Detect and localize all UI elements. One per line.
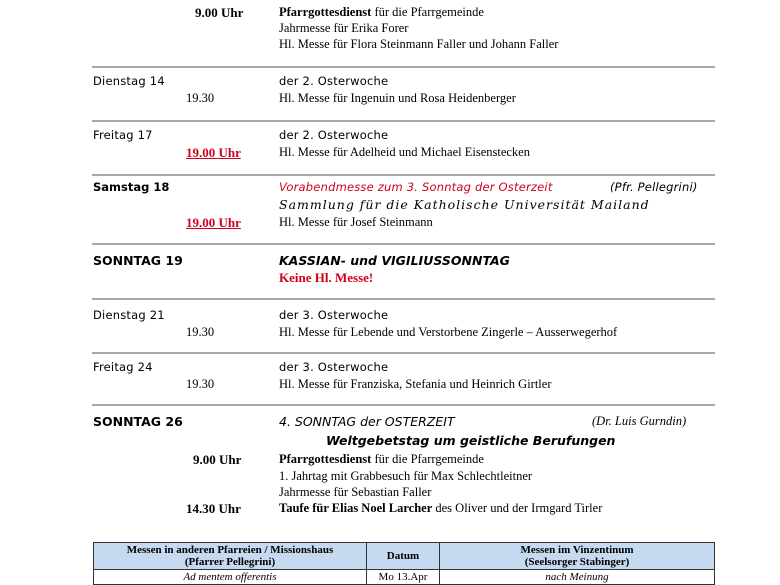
- service-time: 19.30: [186, 91, 215, 105]
- service-time: 19.30: [186, 377, 215, 391]
- divider: [92, 243, 715, 245]
- service-time: 9.00 Uhr: [195, 5, 244, 20]
- mass-line: Hl. Messe für Flora Steinmann Faller und Johann Faller: [279, 37, 559, 51]
- mass-line-rest: für die Pfarrgemeinde: [371, 5, 484, 19]
- event-note: Keine Hl. Messe!: [279, 270, 374, 285]
- service-time: 19.30: [186, 325, 215, 339]
- priest-name: (Dr. Luis Gurndin): [592, 414, 687, 428]
- day-label: Freitag 24: [93, 360, 153, 374]
- priest-name: (Pfr. Pellegrini): [610, 180, 698, 194]
- mass-line: Hl. Messe für Lebende und Verstorbene Zingerle – Ausserwegerhof: [279, 325, 618, 339]
- day-note: der 3. Osterwoche: [279, 360, 389, 374]
- mass-line: Hl. Messe für Josef Steinmann: [279, 215, 433, 229]
- mass-line-rest: für die Pfarrgemeinde: [371, 452, 484, 466]
- event-subtitle: Weltgebetstag um geistliche Berufungen: [326, 433, 616, 448]
- header-line: Messen im Vinzentinum: [520, 544, 634, 556]
- day-label: SONNTAG 26: [93, 414, 183, 429]
- mass-line-bold: Pfarrgottesdienst: [279, 5, 372, 19]
- day-label: Samstag 18: [93, 180, 170, 194]
- day-note: der 2. Osterwoche: [279, 128, 389, 142]
- header-line: (Seelsorger Stabinger): [524, 556, 630, 568]
- day-label: Dienstag 21: [93, 308, 165, 322]
- day-label: Freitag 17: [93, 128, 153, 142]
- header-cell: Datum: [367, 543, 440, 570]
- divider: [92, 174, 715, 176]
- divider: [92, 120, 715, 122]
- mass-table: [93, 542, 715, 585]
- table-cell: Ad mentem offerentis: [94, 570, 367, 585]
- divider: [92, 66, 715, 68]
- table-header-row: [94, 543, 715, 570]
- mass-line: Jahrmesse für Erika Forer: [279, 21, 409, 35]
- divider: [92, 404, 715, 406]
- divider: [92, 298, 715, 300]
- divider: [92, 352, 715, 354]
- service-time: 9.00 Uhr: [193, 452, 242, 467]
- day-note: der 2. Osterwoche: [279, 74, 389, 88]
- header-cell: [440, 543, 715, 570]
- collection-note: Sammlung für die Katholische Universität Mailand: [279, 197, 650, 212]
- mass-line: [279, 452, 484, 467]
- mass-line: Hl. Messe für Adelheid und Michael Eisenstecken: [279, 145, 530, 159]
- mass-line: Hl. Messe für Ingenuin und Rosa Heidenberger: [279, 91, 516, 105]
- mass-line: 1. Jahrtag mit Grabbesuch für Max Schlechtleitner: [279, 469, 533, 483]
- table-row: [94, 570, 715, 585]
- service-time: 14.30 Uhr: [186, 501, 241, 516]
- header-line: Messen in anderen Pfarreien / Missionshaus: [126, 544, 334, 556]
- header-line: (Pfarrer Pellegrini): [184, 556, 276, 568]
- day-label: SONNTAG 19: [93, 253, 183, 268]
- day-note: der 3. Osterwoche: [279, 308, 389, 322]
- table-cell: Mo 13.Apr: [367, 570, 440, 585]
- header-cell: [94, 543, 367, 570]
- mass-line: [279, 5, 484, 20]
- mass-line: Hl. Messe für Franziska, Stefania und Heinrich Girtler: [279, 377, 552, 391]
- mass-line: [279, 501, 602, 516]
- event-title: Vorabendmesse zum 3. Sonntag der Osterzeit: [279, 180, 553, 194]
- event-title: 4. SONNTAG der OSTERZEIT: [279, 414, 455, 429]
- service-time: 19.00 Uhr: [186, 145, 241, 160]
- mass-line-bold: Taufe für Elias Noel Larcher: [279, 501, 433, 515]
- mass-line-rest: des Oliver und der Irmgard Tirler: [432, 501, 603, 515]
- mass-line: Jahrmesse für Sebastian Faller: [279, 485, 432, 499]
- event-title: KASSIAN- und VIGILIUSSONNTAG: [279, 253, 510, 268]
- day-label: Dienstag 14: [93, 74, 165, 88]
- service-time: 19.00 Uhr: [186, 215, 241, 230]
- mass-line-bold: Pfarrgottesdienst: [279, 452, 372, 466]
- table-cell: nach Meinung: [440, 570, 715, 585]
